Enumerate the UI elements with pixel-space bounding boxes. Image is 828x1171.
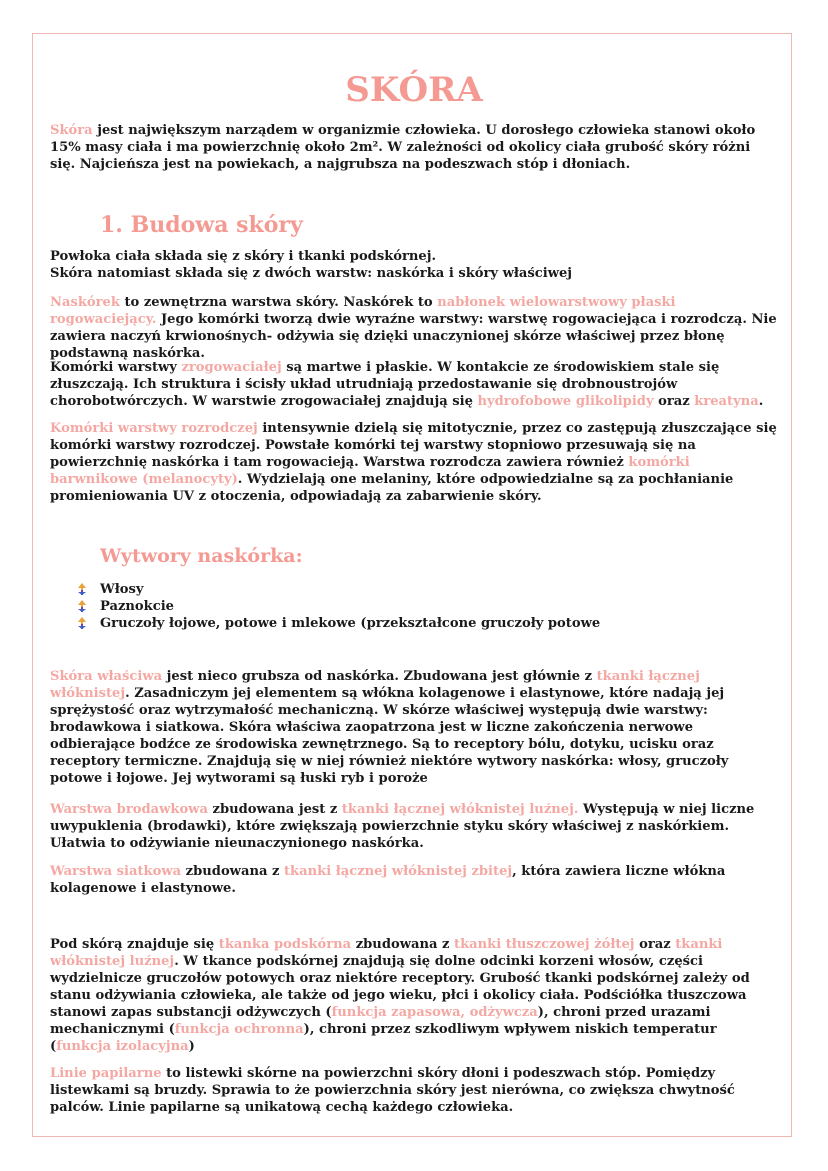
paragraph-tkanka-podskorna [50, 936, 778, 1055]
highlight: tkanki włóknistej luźnej [50, 937, 723, 969]
highlight: funkcja ochronna [174, 1022, 304, 1037]
highlight: funkcja izolacyjna [56, 1039, 189, 1054]
text: Występują w niej liczne uwypuklenia (brodawki), które zwiększają powierzchnie styku skóry właściwej z naskórkiem. Ułatwia to odżywianie nieunaczynionego naskórka. [50, 802, 755, 851]
list-item [76, 581, 600, 598]
page-title: SKÓRA [345, 70, 483, 110]
text: Pod skórą znajduje się [50, 937, 219, 952]
text: ), chroni przez szkodliwym wpływem niskich temperatur ( [50, 1022, 717, 1054]
paragraph-siatkowa [50, 863, 778, 897]
highlight: Linie papilarne [50, 1066, 162, 1081]
highlight: tkanki łącznej włóknistej zbitej [284, 864, 513, 879]
paragraph-rozrodcza [50, 420, 778, 505]
text: zbudowana jest z [207, 802, 342, 817]
paragraph-linie-papilarne [50, 1065, 778, 1116]
arrow-bullet-icon [76, 583, 88, 595]
arrow-bullet-icon [76, 600, 88, 612]
paragraph-brodawkowa [50, 801, 778, 852]
highlight: komórki barwnikowe (melanocyty) [50, 455, 690, 487]
paragraph-powloka [50, 248, 778, 282]
highlight: funkcja zapasowa, odżywcza [331, 1005, 538, 1020]
text: to zewnętrzna warstwa skóry. Naskórek to [119, 295, 438, 310]
text: oraz [634, 937, 676, 952]
text: . Wydzielają one melaniny, które odpowiedzialne są za pochłanianie promieniowania UV z otoczenia, odpowiadają za zabarwienie skóry. [50, 472, 734, 504]
list-item [76, 615, 600, 632]
text: , która zawiera liczne włókna kolagenowe i elastynowe. [50, 864, 726, 896]
list-item-label: Włosy [100, 582, 144, 597]
text: zbudowana z [351, 937, 455, 952]
highlight: tkanki łącznej włóknistej [50, 669, 700, 701]
intro-paragraph [50, 122, 778, 173]
highlight: nabłonek wielowarstwowy płaski rogowaciejący. [50, 295, 676, 327]
highlight: hydrofobowe glikolipidy [477, 394, 654, 409]
highlight: Warstwa siatkowa [50, 864, 182, 879]
list-item [76, 598, 600, 615]
section-heading-wytwory: Wytwory naskórka: [100, 545, 303, 567]
paragraph-skora-wlasciwa [50, 668, 778, 787]
highlight: Warstwa brodawkowa [50, 802, 208, 817]
highlight: tkanka podskórna [218, 937, 352, 952]
list-item-label: Gruczoły łojowe, potowe i mlekowe (przekształcone gruczoły potowe [100, 616, 601, 631]
highlight: Naskórek [50, 295, 120, 310]
highlight: Skóra właściwa [50, 669, 163, 684]
text: Jego komórki tworzą dwie wyraźne warstwy: warstwę rogowaciejąca i rozrodczą. Nie zawiera naczyń krwionośnych- odżywia się dzięki unaczynionej skórze właściwej przez błonę podstawną naskórka. [50, 312, 777, 361]
text: to listewki skórne na powierzchni skóry dłoni i podeszwach stóp. Pomiędzy listewkami są bruzdy. Sprawia to że powierzchnia skóry jest nierówna, co zwiększa chwytność palców. Linie papilarne są unikatową cechą każdego człowieka. [50, 1066, 735, 1115]
text: oraz [653, 394, 695, 409]
list-item-label: Paznokcie [100, 599, 175, 614]
text: Komórki warstwy [50, 360, 182, 375]
section-heading-budowa: 1. Budowa skóry [100, 212, 303, 238]
text: . W tkance podskórnej znajdują się dolne odcinki korzeni włosów, części wydzielnicze gruczołów potowych oraz niektóre receptory. Grubość tkanki podskórnej zależy od stanu odżywiania człowieka, ale także od jego wieku, płci i okolicy ciała. Podściółka tłuszczowa stanowi zapas substancji odżywczych ( [50, 954, 750, 1020]
text: intensywnie dzielą się mitotycznie, przez co zastępują złuszczające się komórki warstwy rozrodczej. Powstałe komórki tej warstwy stopniowo przesuwają się na powierzchnię naskórka i tam rogowacieją. Warstwa rozrodcza zawiera również [50, 421, 777, 470]
text: jest największym narządem w organizmie człowieka. U dorosłego człowieka stanowi około 15% masy ciała i ma powierzchnię około 2m². W zależności od okolicy ciała grubość skóry różni się. Najcieńsza jest na powiekach, a najgrubsza na podeszwach stóp i dłoniach. [50, 123, 756, 172]
text: Skóra natomiast składa się z dwóch warstw: naskórka i skóry właściwej [50, 266, 573, 281]
wytwory-list [76, 581, 600, 632]
highlight: zrogowaciałej [181, 360, 282, 375]
highlight: Skóra [50, 123, 93, 138]
text: . [758, 394, 764, 409]
text: Powłoka ciała składa się z skóry i tkanki podskórnej. [50, 249, 437, 264]
text: . Zasadniczym jej elementem są włókna kolagenowe i elastynowe, które nadają jej sprężystość oraz wytrzymałość mechaniczną. W skórze właściwej występują dwie warstwy: brodawkowa i siatkowa. Skóra właściwa zaopatrzona jest w liczne zakończenia nerwowe odbierające bodźce ze środowiska zewnętrznego. Są to receptory bólu, dotyku, ucisku oraz receptory termiczne. Znajdują się w niej również niektóre wytwory naskórka: włosy, gruczoły potowe i łojowe. Jej wytworami są łuski ryb i poroże [50, 686, 729, 786]
highlight: kreatyna [694, 394, 759, 409]
highlight: tkanki tłuszczowej żółtej [454, 937, 635, 952]
text: ), chroni przed urazami mechanicznymi ( [50, 1005, 711, 1037]
highlight: tkanki łącznej włóknistej luźnej. [341, 802, 579, 817]
arrow-bullet-icon [76, 617, 88, 629]
paragraph-naskorek [50, 294, 778, 362]
text: jest nieco grubsza od naskórka. Zbudowana jest głównie z [162, 669, 597, 684]
text: zbudowana z [181, 864, 284, 879]
text: są martwe i płaskie. W kontakcie ze środowiskiem stale się złuszczają. Ich struktura i ścisły układ utrudniają przedostawanie się drobnoustrojów chorobotwórczych. W warstwie zrogowaciałej znajdują się [50, 360, 720, 409]
paragraph-zrogowaciala [50, 359, 778, 410]
text: ) [188, 1039, 195, 1054]
highlight: Komórki warstwy rozrodczej [50, 421, 258, 436]
